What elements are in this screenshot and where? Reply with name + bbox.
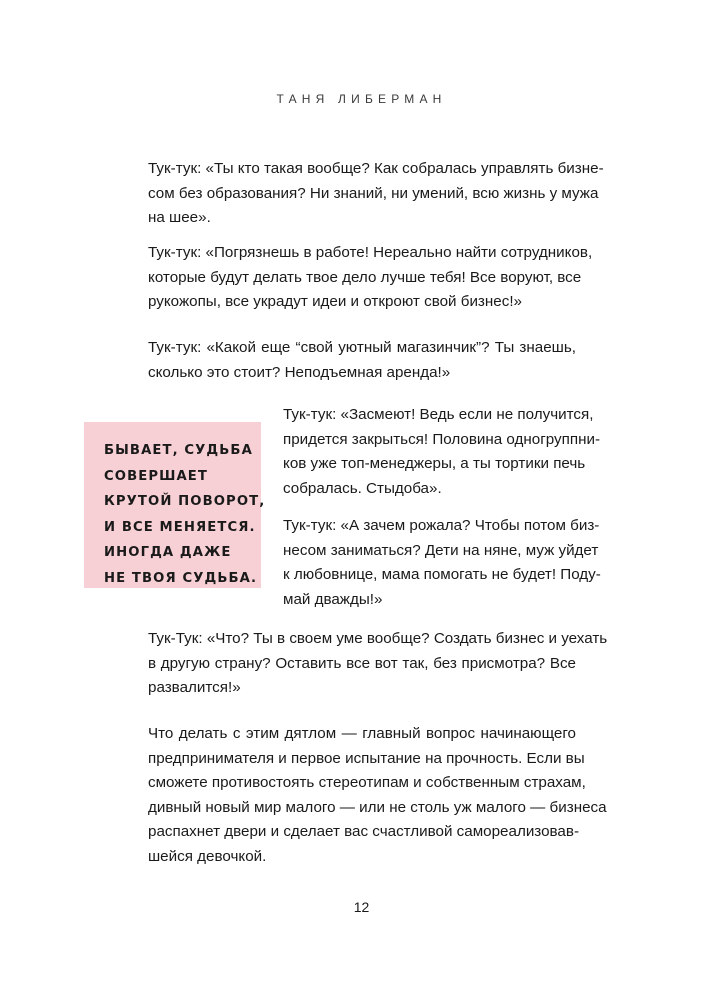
- paragraph-7: [148, 722, 607, 869]
- pull-quote-line: И ВСЕ МЕНЯЕТСЯ.: [104, 519, 256, 535]
- paragraph-line: май дважды!»: [283, 590, 383, 608]
- paragraph-line: сможете противостоять стереотипам и собственным страхам,: [148, 774, 586, 791]
- paragraph-line: в другую страну? Оставить все вот так, без присмотра? Все: [148, 654, 576, 672]
- paragraph-line: развалится!»: [148, 679, 241, 696]
- paragraph-line: шейся девочкой.: [148, 847, 267, 865]
- paragraph-line: Тук-тук: «Засмеют! Ведь если не получится,: [283, 406, 594, 423]
- paragraph-5: [283, 514, 601, 612]
- paragraph-line: рукожопы, все украдут идеи и откроют свой бизнес!»: [148, 293, 522, 310]
- paragraph-line: на шее».: [148, 209, 211, 226]
- paragraph-2: [148, 241, 593, 315]
- paragraph-6: [148, 627, 608, 701]
- paragraph-line: собралась. Стыдоба».: [283, 479, 442, 497]
- pull-quote-line: ИНОГДА ДАЖЕ: [104, 545, 232, 560]
- paragraph-line: сколько это стоит? Неподъемная аренда!»: [148, 363, 451, 381]
- page-number: 12: [353, 899, 370, 915]
- paragraph-4: [283, 403, 601, 501]
- pull-quote-line: КРУТОЙ ПОВОРОТ,: [104, 494, 266, 509]
- paragraph-line: сом без образования? Ни знаний, ни умений, всю жизнь у мужа: [148, 184, 599, 202]
- paragraph-line: которые будут делать твое дело лучше тебя! Все воруют, все: [148, 268, 582, 286]
- paragraph-line: Тук-тук: «Ты кто такая вообще? Как собралась управлять бизне-: [148, 160, 604, 177]
- paragraph-line: к любовнице, мама помогать не будет! Поду-: [283, 566, 601, 583]
- paragraph-3: [148, 336, 576, 385]
- pull-quote-text: [104, 438, 265, 591]
- pull-quote-line: НЕ ТВОЯ СУДЬБА.: [104, 570, 258, 586]
- paragraph-line: Что делать с этим дятлом — главный вопрос начинающего: [148, 725, 576, 742]
- paragraph-line: Тук-тук: «Погрязнешь в работе! Нереально найти сотрудников,: [148, 244, 593, 261]
- paragraph-line: распахнет двери и сделает вас счастливой самореализовав-: [148, 823, 580, 840]
- pull-quote-line: БЫВАЕТ, СУДЬБА: [104, 443, 253, 458]
- paragraph-line: ков уже топ-менеджеры, а ты тортики печь: [283, 455, 586, 472]
- running-header: ТАНЯ ЛИБЕРМАН: [276, 92, 447, 106]
- paragraph-line: Тук-тук: «Какой еще “свой уютный магазинчик”? Ты знаешь,: [148, 339, 576, 356]
- paragraph-line: Тук-Тук: «Что? Ты в своем уме вообще? Создать бизнес и уехать: [148, 630, 608, 647]
- paragraph-line: предпринимателя и первое испытание на прочность. Если вы: [148, 749, 585, 767]
- paragraph-line: придется закрыться! Половина одногруппни-: [283, 430, 601, 448]
- pull-quote-line: СОВЕРШАЕТ: [104, 468, 209, 484]
- paragraph-line: Тук-тук: «А зачем рожала? Чтобы потом биз-: [283, 517, 600, 534]
- pull-quote-box: [84, 422, 266, 588]
- paragraph-line: несом заниматься? Дети на няне, муж уйдет: [283, 541, 599, 559]
- paragraph-line: дивный новый мир малого — или не столь уж малого — бизнеса: [148, 798, 607, 816]
- paragraph-1: [148, 157, 604, 231]
